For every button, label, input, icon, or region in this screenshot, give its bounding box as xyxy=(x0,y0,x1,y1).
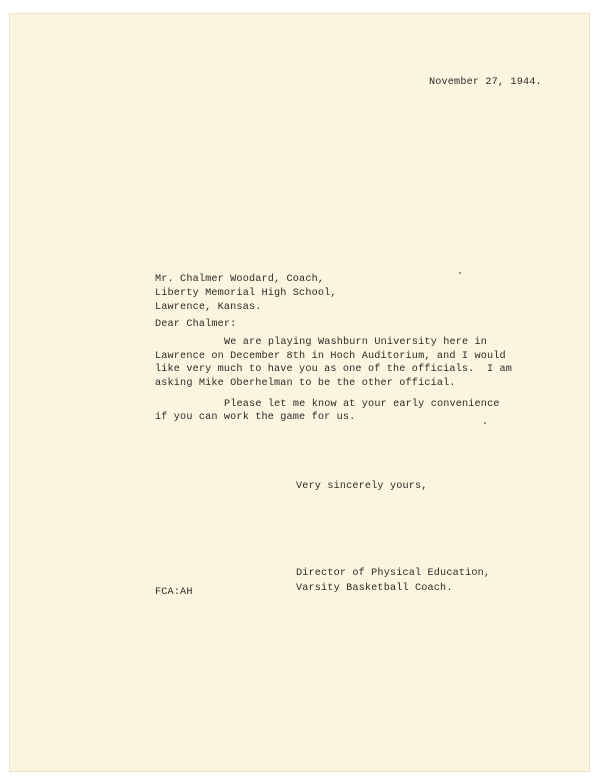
body-paragraph-2-line-1: Please let me know at your early convenience xyxy=(224,399,500,410)
reference-initials: FCA:AH xyxy=(155,587,193,598)
letter-date: November 27, 1944. xyxy=(429,77,542,88)
paper-speck xyxy=(459,272,461,274)
body-paragraph-1-line-3: like very much to have you as one of the officials. I am xyxy=(155,364,513,375)
recipient-city-line: Lawrence, Kansas. xyxy=(155,302,262,313)
body-paragraph-1-line-4: asking Mike Oberhelman to be the other official. xyxy=(155,378,456,389)
signer-title-line-1: Director of Physical Education, xyxy=(296,568,491,579)
salutation: Dear Chalmer: xyxy=(155,319,237,330)
body-paragraph-1-line-1: We are playing Washburn University here in xyxy=(224,337,488,348)
complimentary-close: Very sincerely yours, xyxy=(296,481,428,492)
paper-speck xyxy=(484,422,486,424)
recipient-school-line: Liberty Memorial High School, xyxy=(155,288,337,299)
signer-title-line-2: Varsity Basketball Coach. xyxy=(296,583,453,594)
body-paragraph-2-line-2: if you can work the game for us. xyxy=(155,412,356,423)
letter-page xyxy=(10,14,589,771)
body-paragraph-1-line-2: Lawrence on December 8th in Hoch Auditorium, and I would xyxy=(155,351,506,362)
recipient-name-line: Mr. Chalmer Woodard, Coach, xyxy=(155,274,325,285)
